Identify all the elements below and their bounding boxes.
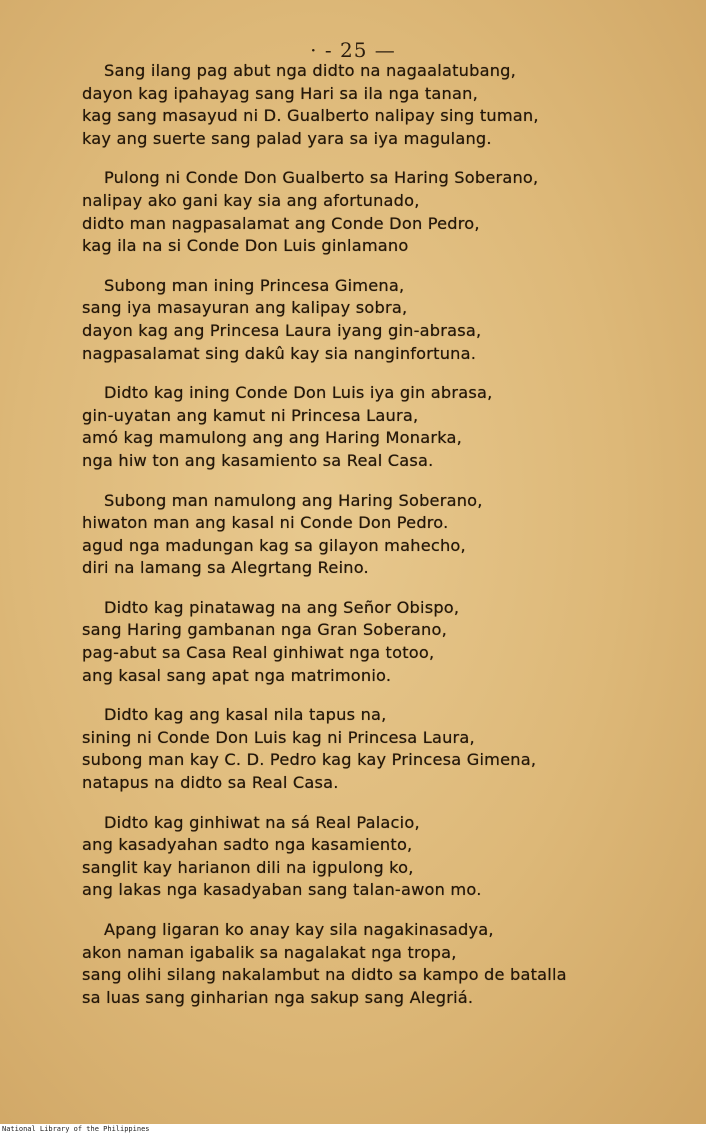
stanza bbox=[82, 60, 682, 150]
poem-line: Subong man namulong ang Haring Soberano, bbox=[104, 490, 483, 510]
poem-body bbox=[82, 60, 682, 1026]
page-number: · - 25 — bbox=[310, 38, 396, 62]
poem-line: Didto kag ginhiwat na sá Real Palacio, bbox=[104, 812, 420, 832]
poem-line: sang olihi silang nakalambut na didto sa kampo de batalla bbox=[82, 965, 567, 985]
poem-line: sining ni Conde Don Luis kag ni Princesa Laura, bbox=[82, 727, 475, 747]
poem-line: diri na lamang sa Alegrtang Reino. bbox=[82, 558, 369, 578]
poem-line: kag sang masayud ni D. Gualberto nalipay sing tuman, bbox=[82, 106, 539, 126]
poem-line: ang kasal sang apat nga matrimonio. bbox=[82, 665, 392, 685]
poem-line: Subong man ining Princesa Gimena, bbox=[104, 275, 405, 295]
footer-credit: National Library of the Philippines bbox=[2, 1125, 150, 1133]
poem-line: kag ila na si Conde Don Luis ginlamano bbox=[82, 236, 409, 256]
poem-line: akon naman igabalik sa nagalakat nga tropa, bbox=[82, 942, 457, 962]
poem-line: dayon kag ang Princesa Laura iyang gin-abrasa, bbox=[82, 320, 482, 340]
poem-line: sa luas sang ginharian nga sakup sang Alegriá. bbox=[82, 987, 474, 1007]
stanza bbox=[82, 167, 682, 257]
poem-line: natapus na didto sa Real Casa. bbox=[82, 773, 339, 793]
poem-line: hiwaton man ang kasal ni Conde Don Pedro. bbox=[82, 513, 449, 533]
poem-line: nga hiw ton ang kasamiento sa Real Casa. bbox=[82, 450, 434, 470]
poem-line: pag-abut sa Casa Real ginhiwat nga totoo, bbox=[82, 643, 435, 663]
stanza bbox=[82, 704, 682, 794]
poem-line: sang iya masayuran ang kalipay sobra, bbox=[82, 298, 408, 318]
poem-line: nalipay ako gani kay sia ang afortunado, bbox=[82, 190, 420, 210]
poem-line: sang Haring gambanan nga Gran Soberano, bbox=[82, 620, 447, 640]
poem-line: Didto kag ang kasal nila tapus na, bbox=[104, 705, 387, 725]
poem-line: subong man kay C. D. Pedro kag kay Princesa Gimena, bbox=[82, 750, 537, 770]
poem-line: Sang ilang pag abut nga didto na nagaalatubang, bbox=[104, 61, 516, 80]
poem-line: gin-uyatan ang kamut ni Princesa Laura, bbox=[82, 405, 419, 425]
poem-line: amó kag mamulong ang ang Haring Monarka, bbox=[82, 428, 462, 448]
poem-line: kay ang suerte sang palad yara sa iya magulang. bbox=[82, 128, 492, 148]
poem-line: Pulong ni Conde Don Gualberto sa Haring Soberano, bbox=[104, 168, 539, 188]
poem-line: agud nga madungan kag sa gilayon mahecho, bbox=[82, 535, 466, 555]
stanza bbox=[82, 382, 682, 472]
poem-line: Didto kag pinatawag na ang Señor Obispo, bbox=[104, 597, 460, 617]
stanza bbox=[82, 597, 682, 687]
poem-line: didto man nagpasalamat ang Conde Don Pedro, bbox=[82, 213, 480, 233]
poem-line: Didto kag ining Conde Don Luis iya gin abrasa, bbox=[104, 383, 493, 403]
poem-line: sanglit kay harianon dili na igpulong ko, bbox=[82, 857, 414, 877]
poem-line: ang lakas nga kasadyaban sang talan-awon mo. bbox=[82, 880, 482, 900]
poem-line: Apang ligaran ko anay kay sila nagakinasadya, bbox=[104, 920, 494, 939]
stanza bbox=[82, 275, 682, 365]
stanza bbox=[82, 490, 682, 580]
poem-line: dayon kag ipahayag sang Hari sa ila nga tanan, bbox=[82, 83, 478, 103]
poem-line: ang kasadyahan sadto nga kasamiento, bbox=[82, 835, 413, 855]
stanza bbox=[82, 812, 682, 902]
stanza bbox=[82, 919, 682, 1009]
poem-line: nagpasalamat sing dakû kay sia nanginfortuna. bbox=[82, 343, 477, 363]
